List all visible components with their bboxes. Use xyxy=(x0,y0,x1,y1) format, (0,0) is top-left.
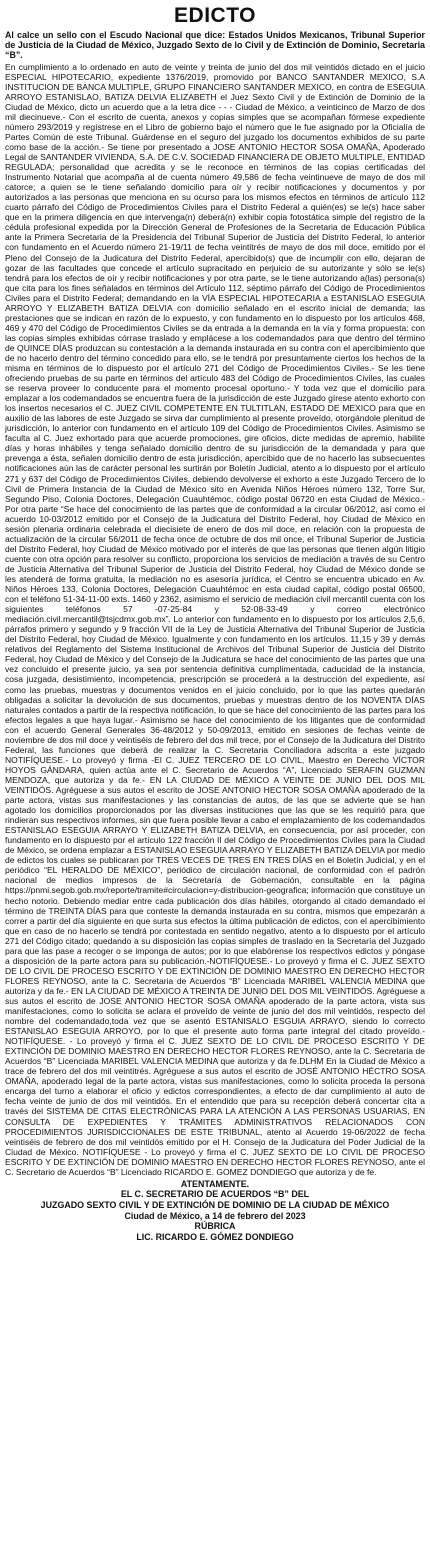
closing-date: Ciudad de México, a 14 de febrero del 2023 xyxy=(124,1210,306,1221)
seal-heading: Al calce un sello con el Escudo Nacional que dice: Estados Unidos Mexicanos, Tribunal Superior de Justicia de la Ciudad de México, Juzgado Sexto de lo Civil y de Extinción de Dominio, Secretaria “B”. xyxy=(5,30,425,61)
closing-court-name: JUZGADO SEXTO CIVIL Y DE EXTINCIÓN DE DOMINIO DE LA CIUDAD DE MÉXICO xyxy=(40,1200,390,1210)
closing-block xyxy=(5,1179,425,1243)
edict-body-text: En cumplimiento a lo ordenado en auto de veinte y treinta de junio del dos mil veintidós dictado en el juicio ESPECIAL HIPOTECARIO, expediente 1376/2019, promovido por BANCO SANTANDER MEXICO, S.A INSTITUCION DE BANCA MULTIPLE, GRUPO FINANCIERO SANTANDER MEXICO, en contra de ESEGUIA ARROYO ESTANISLAO, BATIZA DELVIA ELIZABETH el Juez Sexto Civil y de Extinción de Dominio de la Ciudad de México, dicto un acuerdo que a la letra dice - - - Ciudad de México, a veinticinco de Marzo de dos mil diecinueve.- Con el escrito de cuenta, anexos y copias simples que se acompañan fórmese expediente número 293/2019 y regístrese en el Libro de gobierno bajo el número que le fue asignado por la Oficialía de Partes Común de este Tribunal. Guárdense en el seguro del juzgado los documentos exhibidos de su parte como base de la acción.- Se tiene por presentado a JOSE ANTONIO HECTOR SOSA OMAÑA, Apoderado Legal de SANTANDER VIVIENDA, S.A. DE C.V. SOCIEDAD FINANCIERA DE OBJETO MULTIPLE, ENTIDAD REGULADA; personalidad que acredita y se le reconoce en términos de las copias certificadas del Instrumento Notarial que acompaña al de cuenta número 49,586 de fecha veintinueve de mayo de dos mil catorce; a quien se le tiene señalando domicilio para oír y recibir notificaciones y documentos y por autorizados a las personas que menciona en su ocurso para los mismos efectos en términos de artículo 112 cuarto párrafo del Código de Procedimientos Civiles para el Distrito Federal a quién(es) se le(s) hace saber que en la primera diligencia en que intervenga(n) deberá(n) exhibir copia fotostática simple del registro de la cédula profesional expedida por la Dirección General de Profesiones de la Secretaria de Educación Pública ante la Primera Secretaria de la Presidencia del Tribunal Superior de Justicia del Distrito Federal, lo anterior con fundamento en el Acuerdo número 21-19/11 de fecha veintitrés de mayo de dos mil doce, emitido por el Pleno del Consejo de la Judicatura del Distrito Federal, apercibido(s) que de incumplir con ello, dejaran de gozar de las facultades que concede el artículo supracitado en perjuicio de su autorizante y sólo se le(s) tendrá para los efectos de oír y recibir notificaciones y por otra parte, se le tiene autorizando a(las) persona(s) que cita para los fines señalados en términos del Artículo 112, séptimo párrafo del Código de Procedimientos Civiles para el Distrito Federal; demandando en la VÍA ESPECIAL HIPOTECARIA a ESTANISLAO ESEGUIA ARROYO Y ELIZABETH BATIZA DELVIA con domicilio señalado en el escrito inicial de demanda; las prestaciones que se indican en razón de lo expuesto, y con fundamento en lo dispuesto por los artículos 468, 469 y 470 del Código de Procedimientos Civiles se da entrada a la demanda en la vía y forma propuesta: con las copias simples exhibidas córrase traslado y emplácese a los codemandados para que dentro del término de QUINCE DÍAS produzcan su contestación a la demanda instaurada en su contra con el apercibimiento que de no hacerlo dentro del término concedido para ello, se le tendrá por presuntamente ciertos los hechos de la misma en términos de lo dispuesto por el artículo 271 del Código de Procedimientos Civiles.- Se les tiene ofreciendo pruebas de su parte en términos del artículo 483 del Código de Procedimientos Civiles, las cuales se reserva proveer lo conducente para el momento procesal oportuno.- Y toda vez que el domicilio para emplazar a los codemandados se encuentra fuera de la jurisdicción de este Juzgado gírese atento exhorto con los insertos necesarios el C. JUEZ CIVIL COMPETENTE EN TULTITLAN, ESTADO DE MEXICO para que en auxilio de las labores de este Juzgado se sirva dar cumplimiento al presente proveído, otorgándole plenitud de jurisdicción, lo anterior con fundamento en el artículo 109 del Código de Procedimientos Civiles. Asimismo se faculta al C. Juez exhortado para que acuerde promociones, gire oficios, dicte medidas de apremio, habilite días y horas inhábiles y tenga señalado domicilio dentro de su jurisdicción de la demandada y para que prevenga a ésta, señalen domicilio dentro de esta jurisdicción, apercibido que de no hacerlo las subsecuentes notificaciones aún las de carácter personal les surtirán por Boletín Judicial, atento a lo dispuesto por el artículo 271 y 637 del Código de Procedimientos Civiles, debiendo devolverse el exhorto a este Juzgado Tercero de lo Civil de Primera Instancia de la Ciudad de México sito en Avenida Niños Héroes número 132, Torre Sur, Segundo Piso, Colonia Doctores, Delegación Cuauhtémoc, código postal 06720 en esta Ciudad de México.- Por otra parte “Se hace del conocimiento de las partes que de conformidad a la circular 06/2012, así como el acuerdo 10-03/2012 emitido por el Consejo de la Judicatura del Distrito Federal, hoy Ciudad de México en sesión plenaria ordinaria celebrada el diecisiete de enero de dos mil doce, en relación con la propuesta de actualización de la circular 56/2011 de fecha once de octubre de dos mil once, el Tribunal Superior de Justicia del Distrito Federal, hoy Ciudad de México motivado por el interés de que las personas que tienen algún litigio cuente con otra opción para resolver su conflicto, proporciona los servicios de mediación a través de su Centro de Justicia Alternativa del Tribunal Superior de Justicia del Distrito Federal, hoy Ciudad de México donde se les atenderá de forma gratuita, la mediación no es asesoría jurídica, el Centro se encuentra ubicado en Av. Niños Héroes 133, Colonia Doctores, Delegación Cuauhtémoc en esta ciudad capital, código postal 06500, con el teléfono 51-34-11-00 exts. 1460 y 2362, asimismo el servicio de mediación civil mercantil cuenta con los siguientes teléfonos 57 -07-25-84 y 52-08-33-49 y correo electrónico mediación.civil.mercantil@tsjcdmx.gob.mx”. Lo anterior con fundamento en lo dispuesto por los artículos 2,5,6, párrafos primero y segundo y 9 fracción VII de la Ley de Justicia Alternativa del Tribunal Superior de Justicia del Distrito Federal, hoy Ciudad de México. Igualmente y con fundamento en los artículos. 11,15 y 39 y demás relativos del Reglamento del Sistema Institucional de Archivos del Tribunal Superior de Justicia del Distrito Federal, hoy Ciudad de México y del Consejo de la Judicatura se hace del conocimiento de las partes que una vez concluido el presente juicio, ya sea por sentencia definitiva cumplimentada, caducidad de la instancia, cosa juzgada, desistimiento, incompetencia, prescripción se procederá a la destrucción del expediente, así como las pruebas, muestras y documentos venidos en el juicio concluido, por lo que las partes quedarán obligadas a solicitar la devolución de sus documentos, pruebas y muestras dentro de los NOVENTA DÍAS naturales contados a partir de la respectiva notificación, lo que se hace del conocimiento de las partes para los efectos legales a que haya lugar.- Asimismo se hace del conocimiento de los litigantes que de conformidad con el acuerdo General Generales 36-48/2012 y 50-09/2013, emitido en sesiones de fechas veinte de noviembre de dos mil doce y veintiséis de febrero del dos mil trece, por el Consejo de la Judicatura del Distrito Federal, las funciones que deberá de realizar la C. Secretaria Conciliadora adscrita a este juzgado NOTIFÍQUESE.- Lo proveyó y firma -El C. JUEZ TERCERO DE LO CIVIL, Maestro en Derecho VÍCTOR HOYOS GÁNDARA, quien actúa ante el C. Secretario de Acuerdos “A”, Licenciado SERAFIN GUZMAN MENDOZA, que autoriza y da fe.- EN LA CIUDAD DE MÉXICO A VEINTE DE JUNIO DEL DOS MIL VEINTIDÓS. Agréguese a sus autos el escrito de JOSE ANTONIO HECTOR SOSA OMAÑA apoderado de la parte actora, vistas sus manifestaciones y las constancias de autos, de las que se advierte que se han agotado los domicilios proporcionados por las diversas instituciones que las que se les requirió para que rindieran sus respectivos informes, sin que fuera posible llevar a cabo el emplazamiento de los codemandados ESTANISLAO ESEGUIA ARRAYO Y ELIZABETH BATIZA DELVIA, en consecuencia, por así proceder, con fundamento en lo dispuesto por el artículo 122 fracción II del Código de Procedimientos Civiles para la Ciudad de México, se ordena emplazar a ESTANISLAO ESEGUIA ARRAYO Y ELIZABETH BATIZA DELVIA por medio de edictos los cuales se publicaran por TRES VECES DE TRES EN TRES DÍAS en el Boletín Judicial, y en el periódico “EL HERALDO DE MÉXICO”, periódico de circulación nacional, de conformidad con el padrón nacional de medios impresos de la Secretaría de Gobernación, consultable en la página https://pnmi.segob.gob.mx/reporte/tramite#circulacion=y-distribucion-geografica; información que constituye un hecho notorio. Debiendo mediar entre cada publicación dos días hábiles, otorgando al citado demandado el término de TREINTA DÍAS para que conteste la demanda instaurada en su contra, mismos que empezarán a correr a partir del día siguiente en que surta sus efectos la última publicación de edictos, con el apercibimiento que en caso de no hacerlo se tendrá por contestada en sentido negativo, atento a lo dispuesto por el artículo 271 del Código citado; quedando a su disposición las copias simples de traslado en la Secretaría del Juzgado para que las pase a recoger o se imponga de autos; por lo que elabórense los respectivos edictos y póngase a disposición de la parte actora para su publicación.-NOTIFÍQUESE.- Lo proveyó y firma el C. JUEZ SEXTO DE LO CIVIL DE PROCESO ESCRITO Y DE EXTINCIÓN DE DOMINIO MAESTRO EN DERECHO HECTOR FLORES REYNOSO, ante la C. Secretaria de Acuerdos “B” Licenciada MARIBEL VALENCIA MEDINA que autoriza y da fe.- EN LA CIUDAD DE MÉXICO A TREINTA DE JUNIO DEL DOS MIL VEINTIDÓS. Agréguese a sus autos el escrito de JOSE ANTONIO HECTOR SOSA OMAÑA apoderado de la parte actora, vista sus manifestaciones, como lo solicita se aclara el proveído de veinte de junio del dos mil veintidós, respecto del nombre del codemandado,toda vez que se asentó ESTANISALO ESGUIA ARRAYO, siendo lo correcto ESTANISLAO ESEGUIA ARROYO, por lo que el presente auto forma parte integral del citado proveído.-NOTIFÍQUESE. - Lo proveyó y firma el C. JUEZ SEXTO DE LO CIVIL DE PROCESO ESCRITO Y DE EXTINCIÓN DE DOMINIO MAESTRO EN DERECHO HECTOR FLORES REYNOSO, ante la C. Secretaria de Acuerdos “B” Licenciada MARIBEL VALENCIA MEDINA que autoriza y da fe.DLHM En la Ciudad de México a trace de febrero del dos mil veintitrés. Agréguese a sus autos el escrito de JOSÉ ANTONIO HÉCTRO SOSA OMAÑA, apoderado legal de la parte actora, vistas sus manifestaciones, como lo solicita proceda la persona encarga del turno a elaborar el oficio y edictos correspondientes, a efecto de dar cumplimiento al auto de fecha veinte de junio de dos mil veintidós. En el entendido que para su recepción deberá concertar cita a través del SISTEMA DE CITAS ELECTRÓNICAS PARA LA ATENCIÓN A LAS PERSONAS USUARIAS, EN CONSULTA DE EXPEDIENTES Y TRÁMITES ADMINISTRATIVOS RELACIONADOS CON PROCEDIMIENTOS JURISDICCIONALES DE ESTE TRIBUNAL, atento al Acuerdo 19-06/2022 de fecha veintiséis de febrero de dos mil veintidós emitido por el H. Consejo de la Judicatura del Poder Judicial de la Ciudad de México. NOTIFÍQUESE - Lo proveyó y firma el C. JUEZ SEXTO DE LO CIVIL DE PROCESO ESCRITO Y DE EXTINCIÓN DE DOMINIO MAESTRO EN DERECHO HECTOR FLORES REYNOSO, ante el C. Secretario de Acuerdos “B” Licenciado RICARDO E. GOMEZ DONDIEGO que autoriza y de fe. xyxy=(5,61,426,1177)
closing-secretary-title: EL C. SECRETARIO DE ACUERDOS “B” DEL xyxy=(120,1189,310,1200)
closing-atentamente: ATENTAMENTE. xyxy=(180,1178,250,1189)
closing-signatory: LIC. RICARDO E. GÓMEZ DONDIEGO xyxy=(136,1231,294,1242)
closing-rubrica: RÚBRICA xyxy=(194,1221,236,1232)
edict-title: EDICTO xyxy=(174,4,256,27)
